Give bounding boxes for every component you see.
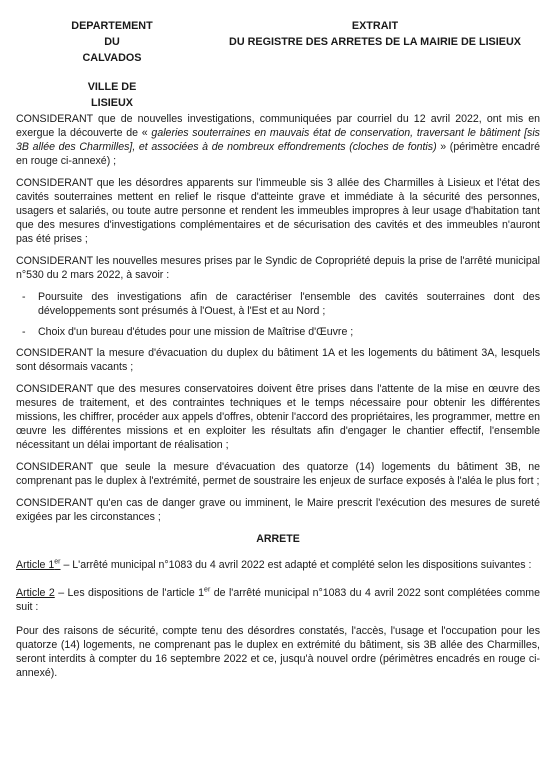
article-1-label [16, 559, 61, 571]
department-line: DU [104, 36, 120, 48]
document-body [16, 112, 540, 688]
considerant-6: CONSIDERANT que seule la mesure d'évacuation des quatorze (14) logements du bâtiment 3B, ne comprenant pas le duplex à l'extrémité, permet de soustraire les enjeux de surface exposés à l'aléa le plus fort ; [16, 461, 540, 487]
article-2-text-post: de l'arrêté municipal n°1083 du 4 avril 2022 sont complétées comme suit : [16, 587, 540, 613]
considerant-1-start: CONSIDERANT que de nouvelles investigations, communiquées par courriel du 12 avril 2022, ont mis en exergue la découverte de « [16, 113, 540, 139]
considerant-7: CONSIDERANT qu'en cas de danger grave ou imminent, le Maire prescrit l'exécution des mesures de sureté exigées par les circonstances ; [16, 497, 540, 523]
department-line: DEPARTEMENT [71, 20, 153, 32]
list-item-text: Choix d'un bureau d'études pour une mission de Maîtrise d'Œuvre ; [38, 326, 354, 338]
considerant-1-quote: galeries souterraines en mauvais état de conservation, traversant le bâtiment [sis 3B allée des Charmilles], et associées à de nombreux effondrements (cloches de fontis) [16, 127, 540, 153]
considerant-1 [16, 112, 540, 168]
department-line: CALVADOS [82, 52, 142, 64]
arrete-heading: ARRETE [256, 533, 300, 545]
considerant-1-end: » (périmètre encadré en rouge ci-annexé) ; [16, 141, 540, 167]
article-1-label-text: Article 1 [16, 559, 55, 571]
dash-bullet-icon: - [22, 326, 26, 338]
list-item [16, 325, 540, 339]
extrait-subtitle: DU REGISTRE DES ARRETES DE LA MAIRIE DE LISIEUX [229, 36, 521, 48]
extrait-block [200, 18, 550, 50]
ville-block [72, 79, 152, 111]
list-item [16, 290, 540, 318]
ville-line: LISIEUX [91, 97, 133, 109]
article-2 [16, 586, 540, 614]
article-1-sup: er [54, 558, 61, 566]
considerant-4: CONSIDERANT la mesure d'évacuation du duplex du bâtiment 1A et les logements du bâtiment 3A, lesquels sont désormais vacants ; [16, 347, 540, 373]
dash-bullet-icon: - [22, 291, 26, 303]
article-1 [16, 558, 540, 572]
article-2-label: Article 2 [16, 587, 55, 599]
considerant-2: CONSIDERANT que les désordres apparents sur l'immeuble sis 3 allée des Charmilles à Lisieux et l'état des cavités souterraines mettent en relief le risque d'atteinte grave et immédiate à la sécurité des personnes, usagers et salariés, ou toute autre personne et rendent les immeubles impropres à leur usage d'habitation tant que des mesures d'investigations complémentaires et de sécurisation des cavités et des immeubles n'auront pas été prises ; [16, 177, 540, 245]
article-1-text: – L'arrêté municipal n°1083 du 4 avril 2022 est adapté et complété selon les dispositions suivantes : [60, 559, 532, 571]
department-block [52, 18, 172, 66]
article-2-sup: er [204, 586, 211, 594]
list-item-text: Poursuite des investigations afin de caractériser l'ensemble des cavités souterraines dont des développements sont présumés à l'Ouest, à l'Est et au Nord ; [38, 291, 540, 317]
document-header [16, 0, 539, 110]
article-2-text-pre: – Les dispositions de l'article 1 [54, 587, 205, 599]
ville-line: VILLE DE [87, 81, 137, 93]
considerant-5: CONSIDERANT que des mesures conservatoires doivent être prises dans l'attente de la mise en œuvre des mesures de traitement, et des contraintes techniques et le temps nécessaire pour obtenir les différentes missions, les chiffrer, procéder aux appels d'offres, obtenir l'accord des propriétaires, les programmer, mettre en œuvre les différentes missions et en exploiter les résultats afin d'engager le chantier effectif, l'ensemble nécessitant un délai important de réalisation ; [16, 383, 540, 451]
article-2-paragraph: Pour des raisons de sécurité, compte tenu des désordres constatés, l'accès, l'usage et l'occupation pour les quatorze (14) logements, ne comprenant pas le duplex en extrémité du bâtiment, sis 3B allée des Charmilles, seront interdits à compter du 16 septembre 2022 et ce, jusqu'à nouvel ordre (périmètres encadrés en rouge ci-annexé). [16, 625, 540, 679]
extrait-title: EXTRAIT [351, 20, 399, 32]
considerant-3: CONSIDERANT les nouvelles mesures prises par le Syndic de Copropriété depuis la prise de l'arrêté municipal n°530 du 2 mars 2022, à savoir : [16, 255, 540, 281]
